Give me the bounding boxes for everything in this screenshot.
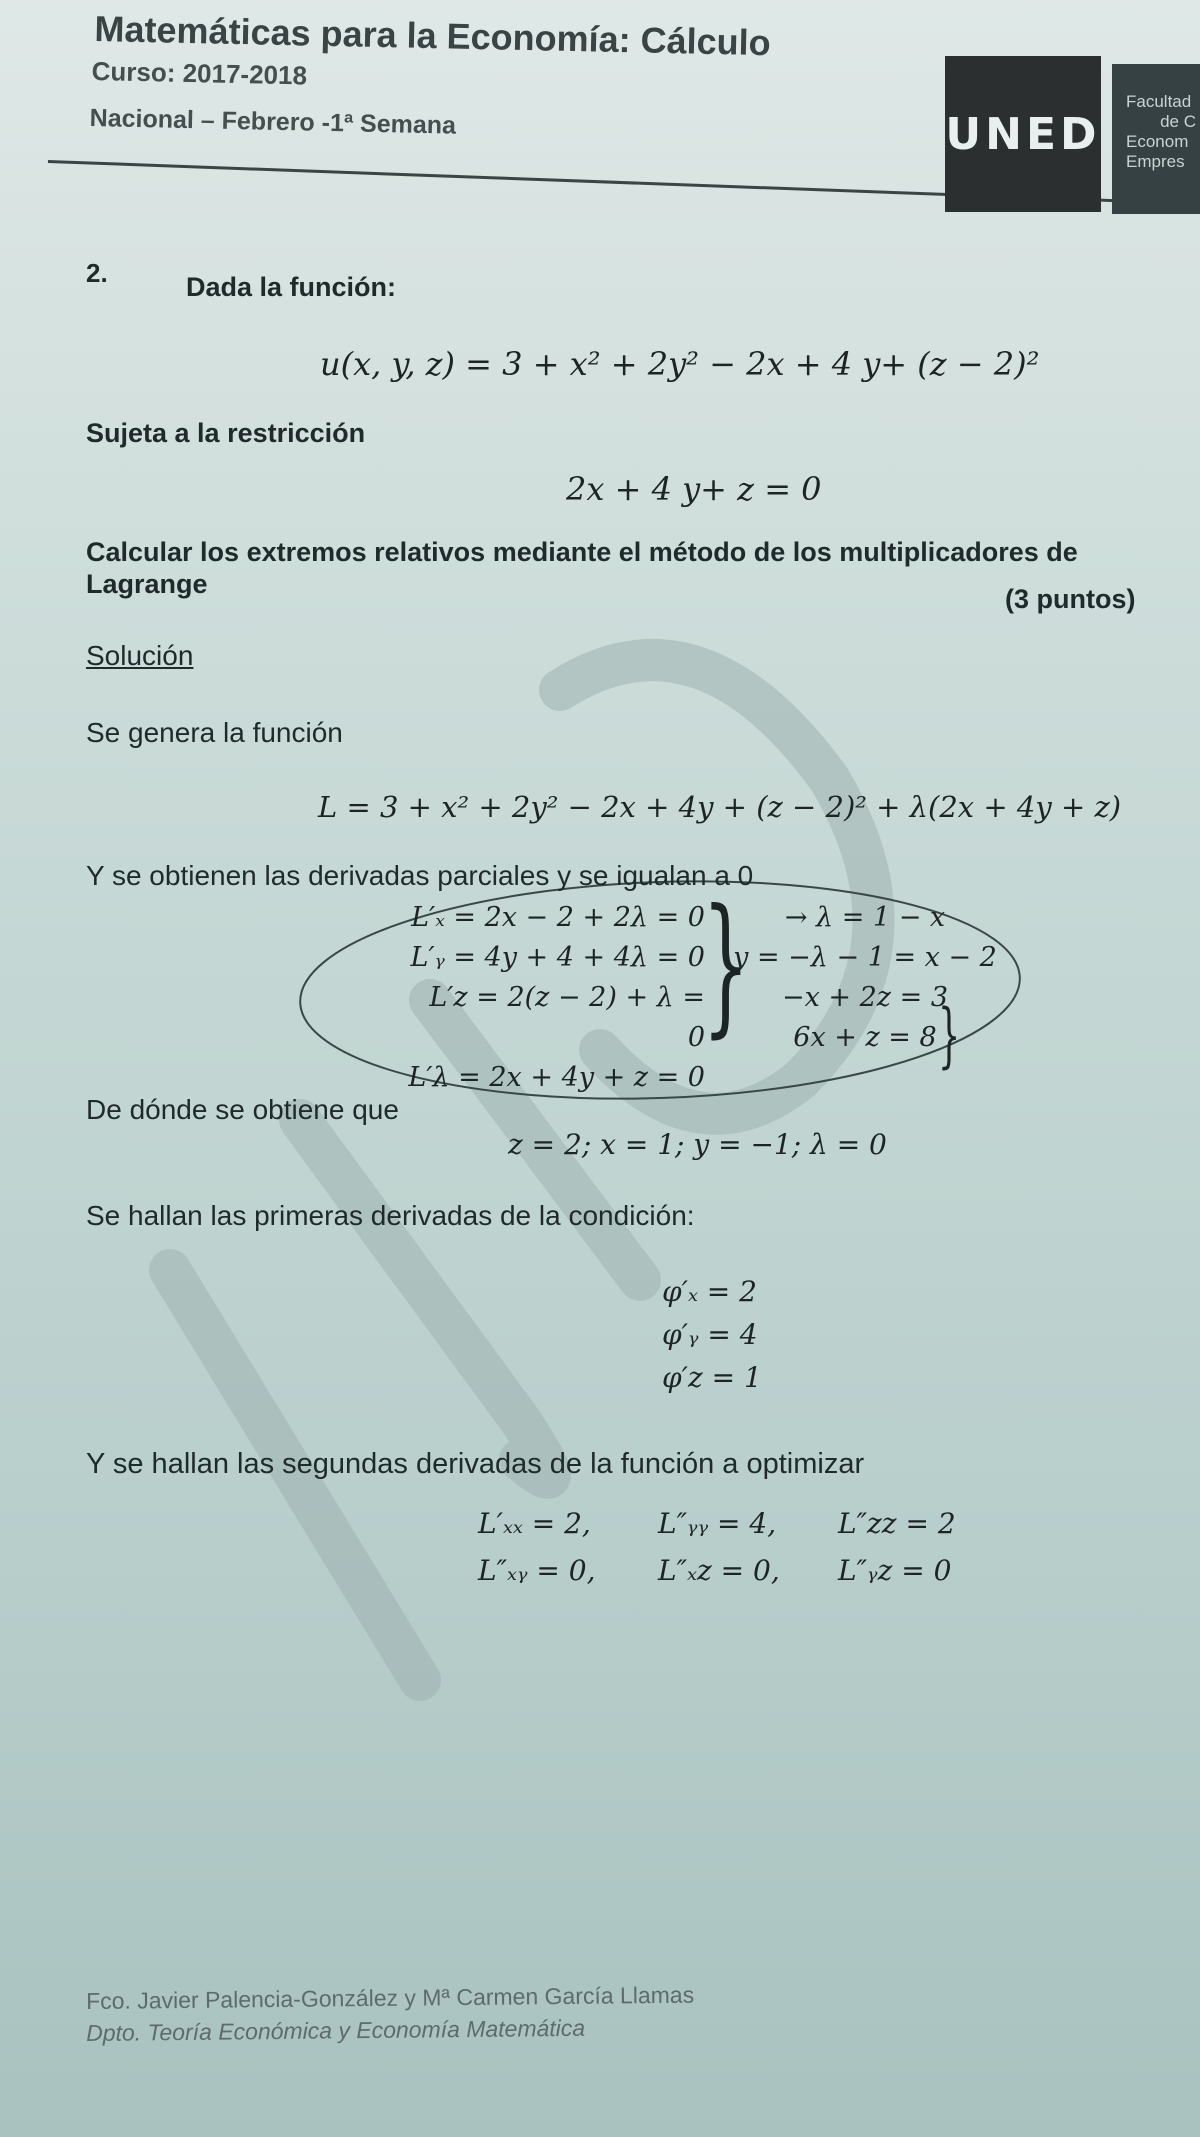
question-number: 2. (86, 258, 108, 288)
second-derivative: L″𝑧𝑧 = 2 (838, 1507, 956, 1540)
system-brace: } (702, 878, 750, 1052)
footer-department: Dpto. Teoría Económica y Economía Matemática (86, 2014, 586, 2046)
system-left (405, 898, 705, 1098)
generate-text: Se genera la función (86, 717, 343, 748)
system-eq: y = −λ − 1 = x − 2 (733, 942, 997, 973)
first-derivatives-text: Se hallan las primeras derivadas de la condición: (86, 1200, 695, 1231)
course-year: Curso: 2017-2018 (91, 56, 308, 91)
solution-values: z = 2; x = 1; y = −1; λ = 0 (508, 1128, 887, 1161)
solution-heading: Solución (86, 640, 194, 671)
footer-authors: Fco. Javier Palencia-González y Mª Carmen García Llamas (86, 1981, 695, 2014)
faculty-line: Econom (1126, 132, 1189, 151)
second-derivatives (478, 1500, 956, 1594)
faculty-line: Facultad (1126, 92, 1192, 111)
system-eq: L′𝑧 = 2(z − 2) + λ = 0 (429, 982, 705, 1053)
faculty-line: Empres (1126, 152, 1185, 171)
task-statement: Calcular los extremos relativos mediante el método de los multiplicadores de Lagrange (86, 537, 1078, 599)
system-eq: L′ₓ = 2x − 2 + 2λ = 0 (411, 902, 705, 933)
system-eq: L′ᵧ = 4y + 4 + 4λ = 0 (410, 942, 705, 973)
second-derivatives-text: Y se hallan las segundas derivadas de la función a optimizar (86, 1448, 865, 1480)
system-eq: → λ = 1 − x (784, 902, 946, 933)
question-label: Dada la función: (186, 272, 397, 302)
faculty-line: de C (1160, 112, 1196, 131)
points: (3 puntos) (1005, 584, 1136, 614)
constraint-equation: 2x + 4 y+ z = 0 (566, 470, 822, 508)
faculty-logo (1112, 64, 1200, 214)
system-eq: L′λ = 2x + 4y + z = 0 (408, 1062, 705, 1093)
subsystem-brace: } (938, 994, 961, 1076)
uned-logo: UNED (945, 56, 1101, 212)
second-derivative: L″ᵧᵧ = 4, (658, 1507, 777, 1540)
lagrangian-equation: L = 3 + x² + 2y² − 2x + 4y + (z − 2)² + λ(2x + 4y + z) (318, 790, 1122, 824)
second-derivative: L″ᵧ𝑧 = 0 (838, 1554, 952, 1587)
constraint-label: Sujeta a la restricción (86, 418, 366, 448)
phi-derivative: φ′ₓ = 2 (662, 1275, 757, 1308)
obtain-text: De dónde se obtiene que (86, 1094, 399, 1125)
second-derivatives-row (478, 1500, 956, 1547)
partials-text: Y se obtienen las derivadas parciales y se igualan a 0 (86, 860, 754, 891)
constraint-derivatives (662, 1270, 762, 1399)
system-eq: 6x + z = 8 (793, 1022, 937, 1053)
document-title: Matemáticas para la Economía: Cálculo (94, 8, 772, 64)
phi-derivative: φ′𝑧 = 1 (662, 1361, 762, 1394)
second-derivative: L″ₓᵧ = 0, (478, 1554, 596, 1587)
objective-function: u(x, y, z) = 3 + x² + 2y² − 2x + 4 y+ (z − 2)² (320, 345, 1040, 383)
phi-derivative: φ′ᵧ = 4 (662, 1318, 758, 1351)
exam-session: Nacional – Febrero -1ª Semana (89, 104, 457, 140)
system-eq: −x + 2z = 3 (781, 982, 948, 1013)
second-derivative: L′ₓₓ = 2, (478, 1507, 591, 1540)
second-derivatives-row (478, 1547, 956, 1594)
second-derivative: L″ₓ𝑧 = 0, (658, 1554, 780, 1587)
